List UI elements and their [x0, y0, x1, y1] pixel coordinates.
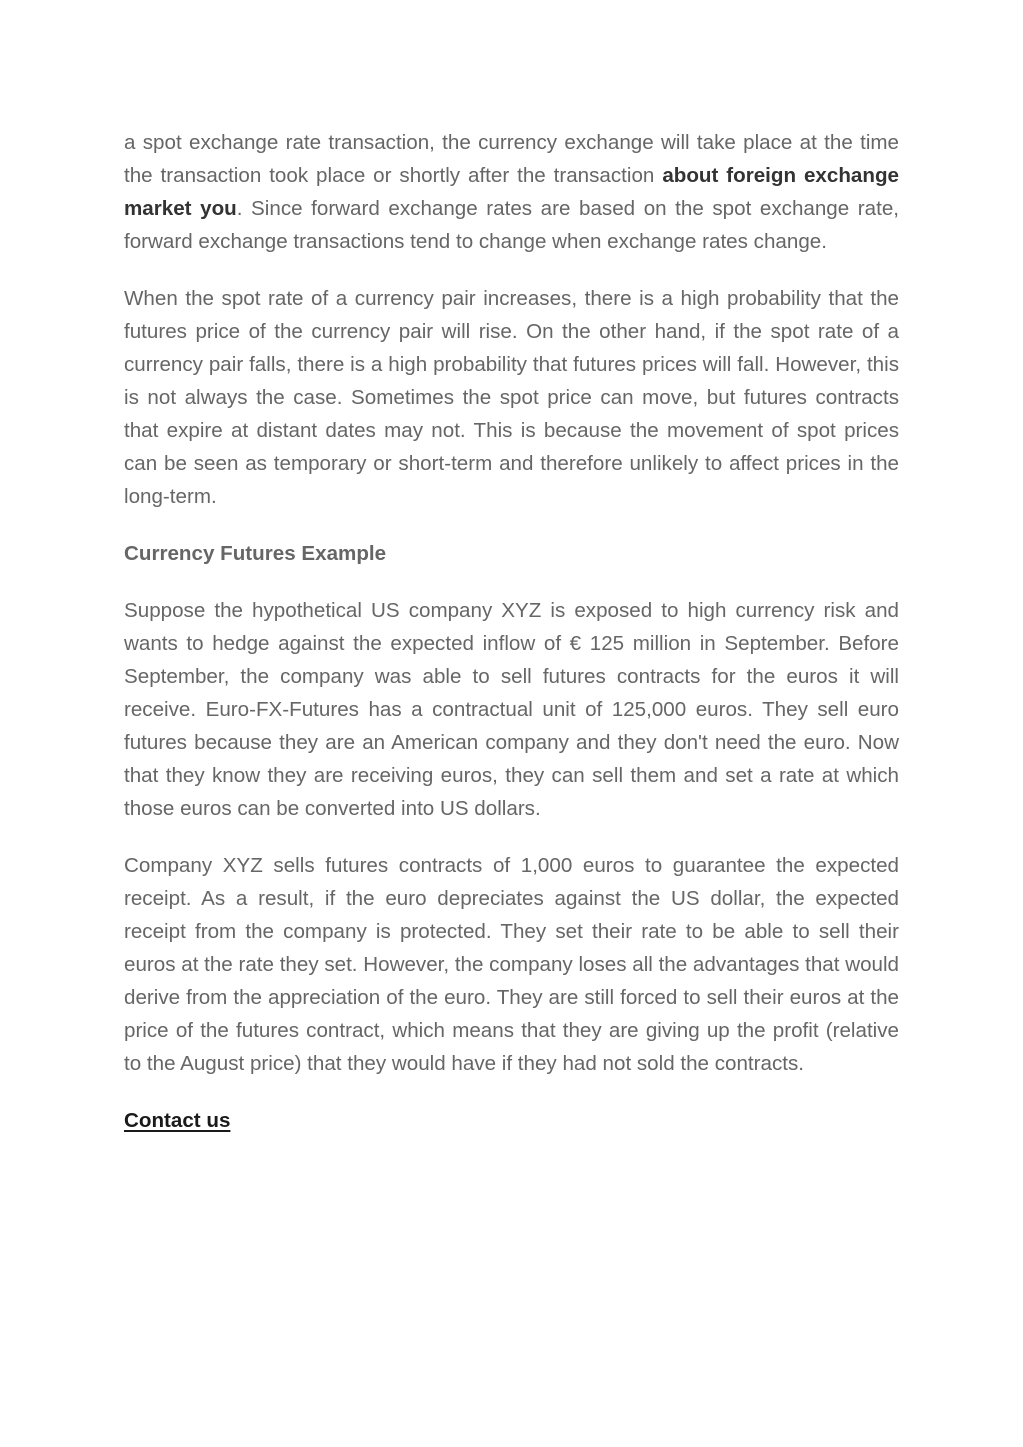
contact-us-link[interactable]: Contact us	[124, 1109, 231, 1132]
foreign-exchange-market-link[interactable]: about foreign exchange market you	[124, 164, 899, 220]
paragraph-example: Suppose the hypothetical US company XYZ is exposed to high currency risk and wants to hedge against the expected inflow of € 125 million in September. Before September, the company was able to sell futures contracts for the euros it will receive. Euro-FX-Futures has a contractual unit of 125,000 euros. They sell euro futures because they are an American company and they don't need the euro. Now that they know they are receiving euros, they can sell them and set a rate at which those euros can be converted into US dollars.	[124, 599, 899, 820]
paragraph-company-xyz: Company XYZ sells futures contracts of 1,000 euros to guarantee the expected receipt. As a result, if the euro depreciates against the US dollar, the expected receipt from the company is protected. They set their rate to be able to sell their euros at the rate they set. However, the company loses all the advantages that would derive from the appreciation of the euro. They are still forced to sell their euros at the price of the futures contract, which means that they are giving up the profit (relative to the August price) that they would have if they had not sold the contracts.	[124, 854, 900, 1075]
section-heading: Currency Futures Example	[124, 542, 387, 565]
paragraph-1-text-after: . Since forward exchange rates are based on the spot exchange rate, forward exchange transactions tend to change when exchange rates change.	[124, 197, 899, 253]
document-page	[124, 126, 899, 1161]
paragraph-spot-exchange	[124, 126, 899, 258]
paragraph-1-text-before: a spot exchange rate transaction, the currency exchange will take place at the time the transaction took place or shortly after the transaction	[124, 131, 899, 187]
paragraph-spot-rate: When the spot rate of a currency pair increases, there is a high probability that the futures price of the currency pair will rise. On the other hand, if the spot rate of a currency pair falls, there is a high probability that futures prices will fall. However, this is not always the case. Sometimes the spot price can move, but futures contracts that expire at distant dates may not. This is because the movement of spot prices can be seen as temporary or short-term and therefore unlikely to affect prices in the long-term.	[124, 287, 899, 508]
contact-paragraph	[124, 1104, 899, 1137]
